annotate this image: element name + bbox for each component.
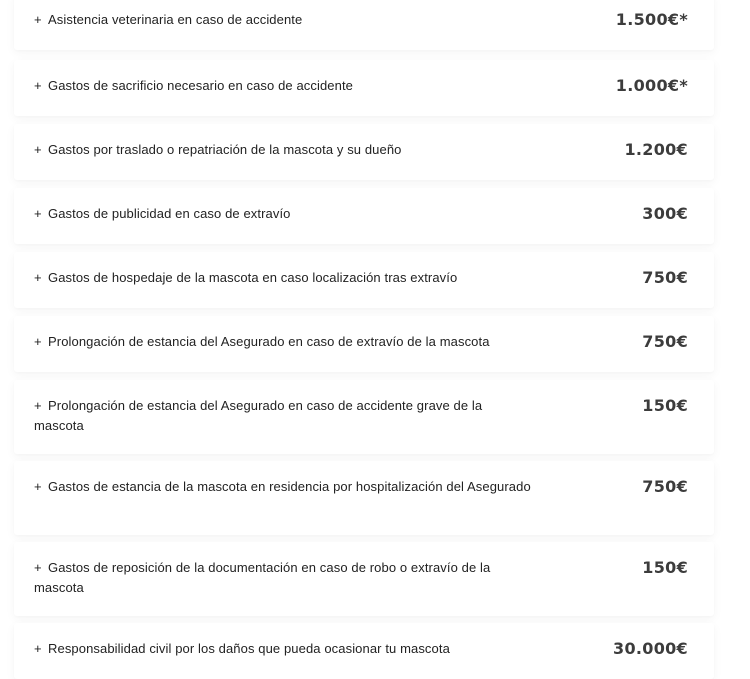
coverage-amount: 150€ — [642, 558, 688, 577]
coverage-label — [34, 558, 534, 598]
coverage-amount: 750€ — [642, 477, 688, 496]
coverage-row-gastos-publicidad — [14, 188, 714, 244]
coverage-label-text: Gastos de reposición de la documentación en caso de robo o extravío de la mascota — [34, 560, 491, 595]
plus-icon: + — [34, 142, 42, 157]
plus-icon: + — [34, 479, 42, 494]
coverage-label-text: Asistencia veterinaria en caso de accidente — [48, 12, 303, 27]
coverage-label-text: Prolongación de estancia del Asegurado en caso de accidente grave de la mascota — [34, 398, 483, 433]
coverage-row-reposicion-documentacion — [14, 542, 714, 616]
plus-icon: + — [34, 398, 42, 413]
plus-icon: + — [34, 641, 42, 656]
coverage-label — [34, 268, 534, 288]
coverage-label-text: Responsabilidad civil por los daños que pueda ocasionar tu mascota — [48, 641, 450, 656]
coverage-label — [34, 477, 534, 497]
coverage-row-responsabilidad-civil — [14, 623, 714, 679]
coverage-amount: 30.000€ — [613, 639, 688, 658]
coverage-label — [34, 639, 534, 659]
coverage-label — [34, 332, 534, 352]
plus-icon: + — [34, 270, 42, 285]
coverage-amount: 750€ — [642, 332, 688, 351]
coverage-row-prolongacion-accidente — [14, 380, 714, 454]
coverage-label — [34, 204, 534, 224]
coverage-label — [34, 140, 534, 160]
coverage-label-text: Gastos de estancia de la mascota en residencia por hospitalización del Asegurado — [48, 479, 531, 494]
coverage-amount: 1.200€ — [624, 140, 688, 159]
coverage-row-prolongacion-extravio — [14, 316, 714, 372]
coverage-label-text: Prolongación de estancia del Asegurado en caso de extravío de la mascota — [48, 334, 490, 349]
coverage-amount: 150€ — [642, 396, 688, 415]
plus-icon: + — [34, 334, 42, 349]
coverage-label-text: Gastos de sacrificio necesario en caso de accidente — [48, 78, 353, 93]
coverage-row-gastos-sacrificio — [14, 60, 714, 116]
coverage-row-estancia-residencia — [14, 461, 714, 535]
plus-icon: + — [34, 12, 42, 27]
coverage-amount: 300€ — [642, 204, 688, 223]
coverage-row-gastos-hospedaje — [14, 252, 714, 308]
coverage-label-text: Gastos de publicidad en caso de extravío — [48, 206, 291, 221]
coverage-amount: 750€ — [642, 268, 688, 287]
coverage-label — [34, 76, 534, 96]
coverage-amount: 1.000€* — [615, 76, 688, 95]
plus-icon: + — [34, 206, 42, 221]
coverage-amount: 1.500€* — [615, 10, 688, 29]
plus-icon: + — [34, 560, 42, 575]
coverage-row-asistencia-veterinaria — [14, 0, 714, 50]
coverage-label — [34, 10, 534, 30]
coverage-row-gastos-traslado — [14, 124, 714, 180]
coverage-label-text: Gastos de hospedaje de la mascota en caso localización tras extravío — [48, 270, 458, 285]
plus-icon: + — [34, 78, 42, 93]
coverage-label-text: Gastos por traslado o repatriación de la mascota y su dueño — [48, 142, 402, 157]
coverage-label — [34, 396, 534, 436]
